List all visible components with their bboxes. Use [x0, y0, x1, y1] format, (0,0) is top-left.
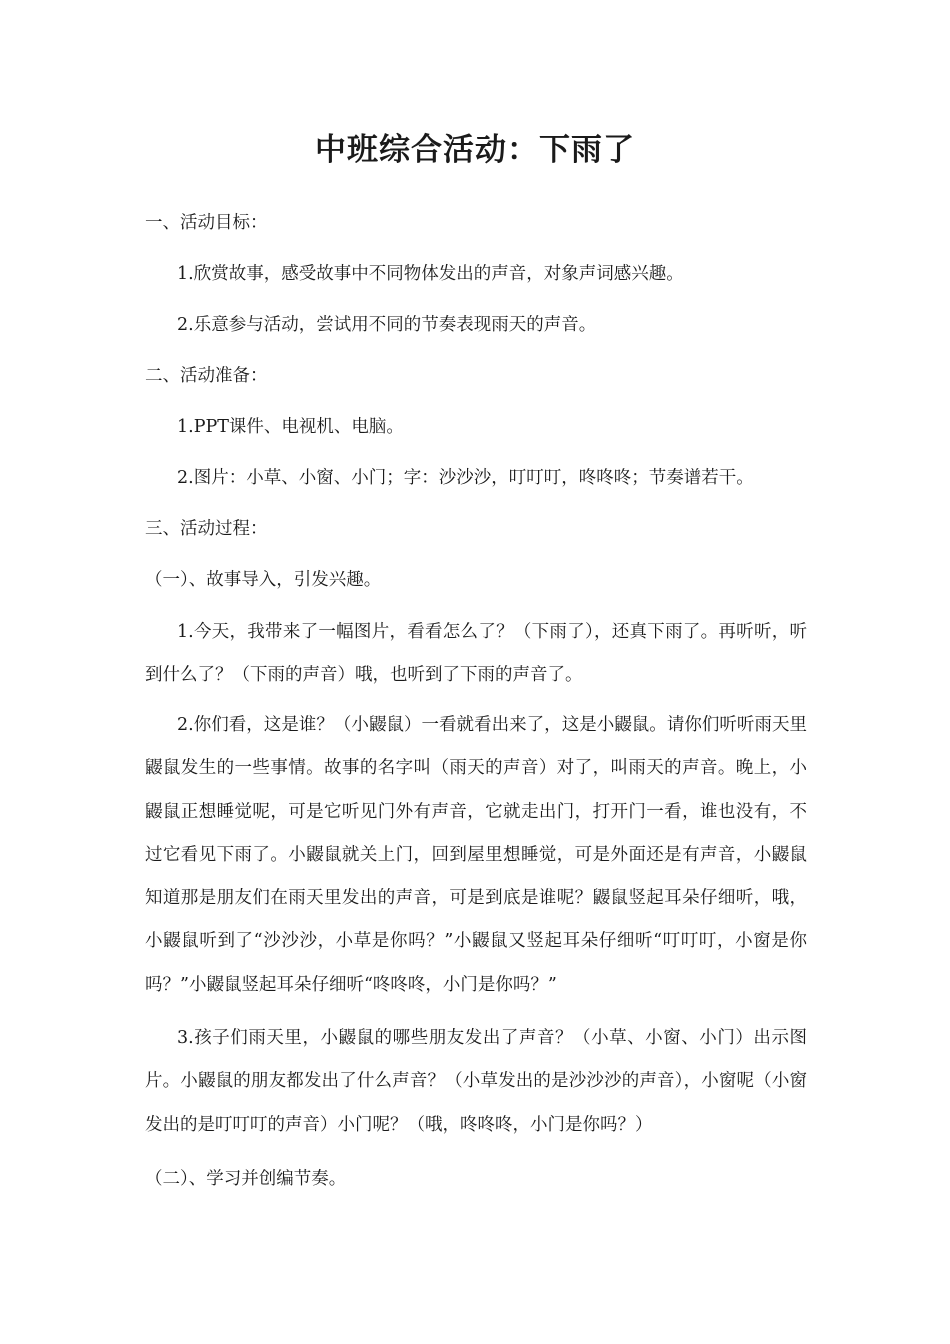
- prep-item-2: 2.图片：小草、小窗、小门；字：沙沙沙，叮叮叮，咚咚咚；节奏谱若干。: [177, 468, 754, 488]
- paragraph-text: 2.你们看，这是谁？（小鼹鼠）一看就看出来了，这是小鼹鼠。请你们听听雨天里鼹鼠发生的一些事情。故事的名字叫（雨天的声音）对了，叫雨天的声音。晚上，小鼹鼠正想睡觉呢，可是它听见门外有声音，它就走出门，打开门一看，谁也没有，不过它看见下雨了。小鼹鼠就关上门，回到屋里想睡觉，可是外面还是有声音，小鼹鼠知道那是朋友们在雨天里发出的声音，可是到底是谁呢？鼹鼠竖起耳朵仔细听，哦，小鼹鼠听到了“沙沙沙，小草是你吗？”小鼹鼠又竖起耳朵仔细听“叮叮叮，小窗是你吗？”小鼹鼠竖起耳朵仔细听“咚咚咚，小门是你吗？”: [145, 715, 807, 995]
- section-heading-preparation: 二、活动准备：: [145, 366, 268, 386]
- goal-item-1: 1.欣赏故事，感受故事中不同物体发出的声音，对象声词感兴趣。: [177, 264, 684, 284]
- paragraph-text: 1.今天，我带来了一幅图片，看看怎么了？（下雨了），还真下雨了。再听听，听到什么了？（下雨的声音）哦，也听到了下雨的声音了。: [145, 622, 807, 686]
- process-paragraph-1: [145, 611, 807, 698]
- goal-item-2: 2.乐意参与活动，尝试用不同的节奏表现雨天的声音。: [177, 315, 597, 335]
- process-paragraph-3: [145, 1017, 807, 1147]
- paragraph-text: 3.孩子们雨天里，小鼹鼠的哪些朋友发出了声音？（小草、小窗、小门）出示图片。小鼹鼠的朋友都发出了什么声音？（小草发出的是沙沙沙的声音），小窗呢（小窗发出的是叮叮叮的声音）小门呢？（哦，咚咚咚，小门是你吗？）: [145, 1028, 807, 1135]
- prep-item-1: 1.PPT课件、电视机、电脑。: [177, 417, 404, 437]
- subsection-heading-story-intro: （一）、故事导入，引发兴趣。: [145, 570, 382, 590]
- section-heading-process: 三、活动过程：: [145, 519, 268, 539]
- section-heading-goals: 一、活动目标：: [145, 213, 268, 233]
- process-paragraph-2: [145, 704, 807, 1007]
- document-title: 中班综合活动：下雨了: [315, 132, 635, 168]
- subsection-heading-rhythm: （二）、学习并创编节奏。: [145, 1169, 347, 1189]
